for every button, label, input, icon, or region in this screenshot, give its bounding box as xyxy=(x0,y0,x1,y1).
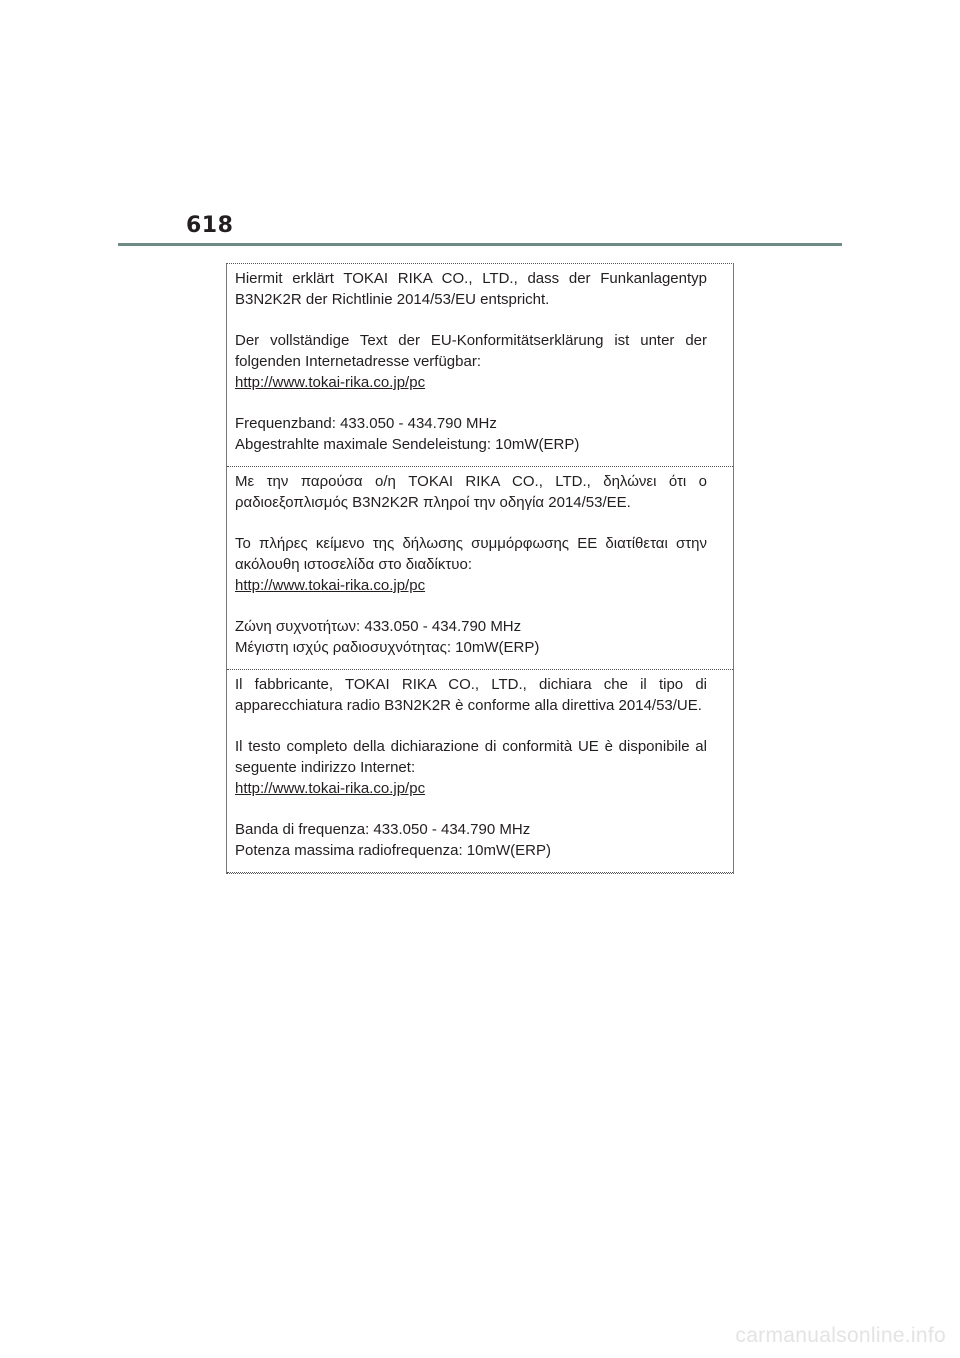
frequency-band-text: Frequenzband: 433.050 - 434.790 MHz xyxy=(235,415,497,432)
frequency-power-paragraph xyxy=(235,819,707,861)
declaration-text-paragraph xyxy=(235,736,707,799)
declaration-paragraph: Il fabbricante, TOKAI RIKA CO., LTD., dichiara che il tipo di apparecchiatura radio B3N2K2R è conforme alla direttiva 2014/53/UE. xyxy=(235,676,707,714)
declaration-paragraph: Hiermit erklärt TOKAI RIKA CO., LTD., dass der Funkanlagentyp B3N2K2R der Richtlinie 2014/53/EU entspricht. xyxy=(235,270,707,308)
declaration-text-paragraph xyxy=(235,533,707,596)
declaration-url-link[interactable]: http://www.tokai-rika.co.jp/pc xyxy=(235,780,426,797)
declaration-paragraph: Με την παρούσα ο/η TOKAI RIKA CO., LTD., δηλώνει ότι ο ραδιοεξοπλισμός B3N2K2R πληροί την οδηγία 2014/53/ΕΕ. xyxy=(235,473,707,511)
header-rule xyxy=(118,243,842,246)
frequency-power-paragraph xyxy=(235,616,707,658)
page-number: 618 xyxy=(186,213,234,238)
frequency-band-text: Ζώνη συχνοτήτων: 433.050 - 434.790 MHz xyxy=(235,618,522,635)
notice-section-italian xyxy=(227,670,733,873)
site-watermark: carmanualsonline.info xyxy=(735,1324,946,1347)
declaration-text-intro: Il testo completo della dichiarazione di conformità UE è disponibile al seguente indirizzo Internet: xyxy=(235,738,707,776)
max-power-text: Μέγιστη ισχύς ραδιοσυχνότητας: 10mW(ERP) xyxy=(235,639,540,656)
notice-section-greek xyxy=(227,467,733,670)
frequency-band-text: Banda di frequenza: 433.050 - 434.790 MHz xyxy=(235,821,531,838)
declaration-text-intro: Der vollständige Text der EU-Konformitätserklärung ist unter der folgenden Internetadresse verfügbar: xyxy=(235,332,707,370)
declaration-text-intro: Το πλήρες κείμενο της δήλωσης συμμόρφωσης ΕΕ διατίθεται στην ακόλουθη ιστοσελίδα στο διαδίκτυο: xyxy=(235,535,707,573)
max-power-text: Potenza massima radiofrequenza: 10mW(ERP) xyxy=(235,842,551,859)
notice-section-german xyxy=(227,264,733,467)
radio-compliance-notice-box xyxy=(226,263,734,874)
frequency-power-paragraph xyxy=(235,413,707,455)
max-power-text: Abgestrahlte maximale Sendeleistung: 10mW(ERP) xyxy=(235,436,580,453)
declaration-url-link[interactable]: http://www.tokai-rika.co.jp/pc xyxy=(235,374,426,391)
declaration-text-paragraph xyxy=(235,330,707,393)
declaration-url-link[interactable]: http://www.tokai-rika.co.jp/pc xyxy=(235,577,426,594)
